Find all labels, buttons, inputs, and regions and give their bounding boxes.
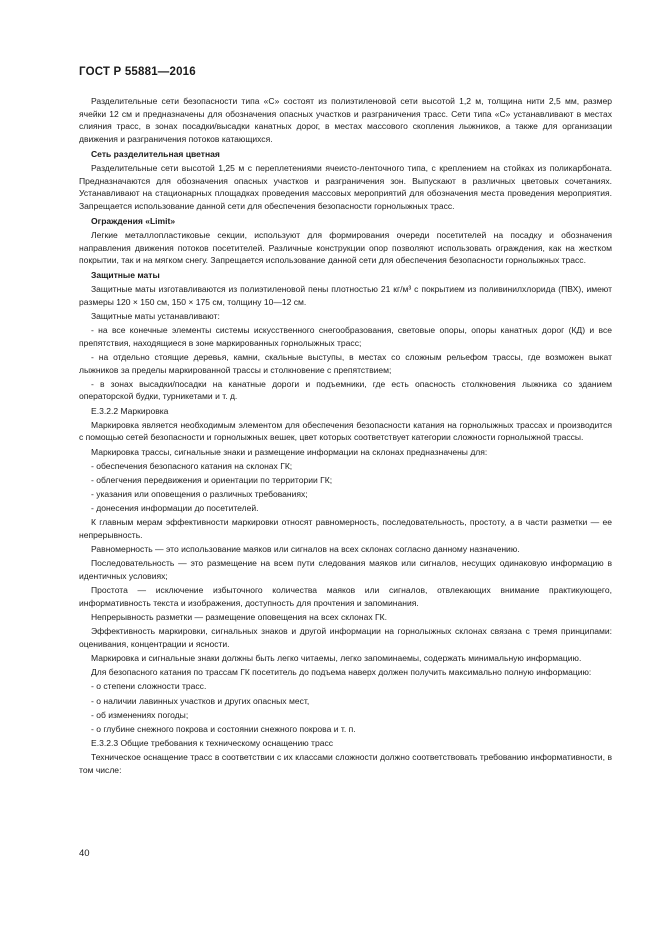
- page-number: 40: [79, 848, 90, 859]
- paragraph: Простота — исключение избыточного количества маяков или сигналов, отвлекающих внимание практикующего, информативность текста и изображения, доступность для прочтения и запоминания.: [79, 585, 612, 608]
- paragraph: Разделительные сети безопасности типа «С» состоят из полиэтиленовой сети высотой 1,2 м, толщина нити 2,5 мм, размер ячейки 12 см и предназначены для обозначения опасных участков и разграничения трасс. Сети типа «С» устанавливают в местах слияния трасс, в зонах посадки/высадки канатных дорог, в местах массового скопления лыжников, а также для организации движения и разграничения потоков катающихся.: [79, 96, 612, 144]
- list-item: - о степени сложности трасс.: [91, 681, 207, 692]
- paragraph: Для безопасного катания по трассам ГК посетитель до подъема наверх должен получить максимально полную информацию:: [91, 667, 592, 678]
- paragraph: Техническое оснащение трасс в соответствии с их классами сложности должно соответствовать требованию информативности, в том числе:: [79, 752, 612, 775]
- list-item: - на все конечные элементы системы искусственного снегообразования, световые опоры, опоры канатных дорог (КД) и все препятствия, находящиеся в зоне маркированных горнолыжных трасс;: [79, 325, 612, 348]
- paragraph: Маркировка трассы, сигнальные знаки и размещение информации на склонах предназначены для:: [91, 446, 488, 457]
- list-item: - о глубине снежного покрова и состоянии снежного покрова и т. п.: [91, 723, 356, 734]
- paragraph: Последовательность — это размещение на всем пути следования маяков или сигналов, несущих одинаковую информацию в идентичных условиях;: [79, 558, 612, 582]
- paragraph: Равномерность — это использование маяков или сигналов на всех склонах согласно данному назначению.: [91, 544, 520, 555]
- section-heading: Е.3.2.2 Маркировка: [91, 405, 169, 416]
- paragraph: Защитные маты изготавливаются из полиэтиленовой пены плотностью 21 кг/м³ с покрытием из поливинилхлорида (ПВХ), имеют размеры 120 × 150 см, 150 × 175 см, толщину 10—12 см.: [79, 284, 612, 307]
- list-item: - обеспечения безопасного катания на склонах ГК;: [91, 460, 293, 471]
- subheading: Защитные маты: [91, 270, 160, 281]
- paragraph: Эффективность маркировки, сигнальных знаков и другой информации на горнолыжных склонах связана с тремя принципами: оценивания, концентрации и ясности.: [79, 626, 612, 649]
- paragraph: Непрерывность разметки — размещение оповещения на всех склонах ГК.: [91, 612, 388, 623]
- paragraph: Маркировка является необходимым элементом для обеспечения безопасности катания на горнолыжных трассах и производится с помощью сетей безопасности и горнолыжных вешек, цвет которых соответствует категории сложности горнолыжной трассы.: [79, 419, 612, 443]
- paragraph: Легкие металлопластиковые секции, используют для формирования очереди посетителей на посадку и обозначения направления движения потоков посетителей. Различные конструкции опор позволяют использовать ограждения, как на жестком покрытии, так и на мягком снегу. Запрещается использование данной сети для обеспечения безопасности горнолыжных трасс.: [79, 229, 612, 266]
- list-item: - указания или оповещения о различных требованиях;: [91, 489, 308, 500]
- document-body: [79, 95, 612, 778]
- section-heading: Е.3.2.3 Общие требования к техническому оснащению трасс: [91, 738, 333, 749]
- subheading: Сеть разделительная цветная: [91, 148, 220, 159]
- list-item: - облегчения передвижения и ориентации по территории ГК;: [91, 474, 333, 485]
- list-item: - на отдельно стоящие деревья, камни, скальные выступы, в местах со сложным рельефом трассы, где возможен выкат лыжников за пределы маркированной трассы и столкновение с препятствием;: [79, 352, 612, 375]
- subheading: Ограждения «Limit»: [91, 215, 176, 226]
- paragraph: К главным мерам эффективности маркировки относят равномерность, последовательность, простоту, а в части разметки — ее непрерывность.: [79, 517, 612, 541]
- paragraph: Разделительные сети высотой 1,25 м с переплетениями ячеисто-ленточного типа, с креплением на стойках из поликарбоната. Предназначаются для обозначения опасных участков и разграничения зон. Выпускают в различных цветовых сочетаниях. Устанавливают на стационарных площадках проведения массовых мероприятий для обозначения места проведения мероприятия. Запрещается использование данной сети для обеспечения безопасности горнолыжных трасс.: [79, 162, 612, 211]
- list-item: - донесения информации до посетителей.: [91, 503, 259, 514]
- paragraph: Защитные маты устанавливают:: [91, 311, 220, 322]
- document-header: ГОСТ Р 55881—2016: [79, 66, 196, 78]
- paragraph: Маркировка и сигнальные знаки должны быть легко читаемы, легко запоминаемы, содержать минимальную информацию.: [91, 652, 582, 663]
- list-item: - в зонах высадки/посадки на канатные дороги и подъемники, где есть опасность столкновения лыжника со зданием операторской будки, турникетами и т. д.: [79, 378, 612, 402]
- list-item: - об изменениях погоды;: [91, 709, 189, 720]
- list-item: - о наличии лавинных участков и других опасных мест,: [91, 695, 310, 706]
